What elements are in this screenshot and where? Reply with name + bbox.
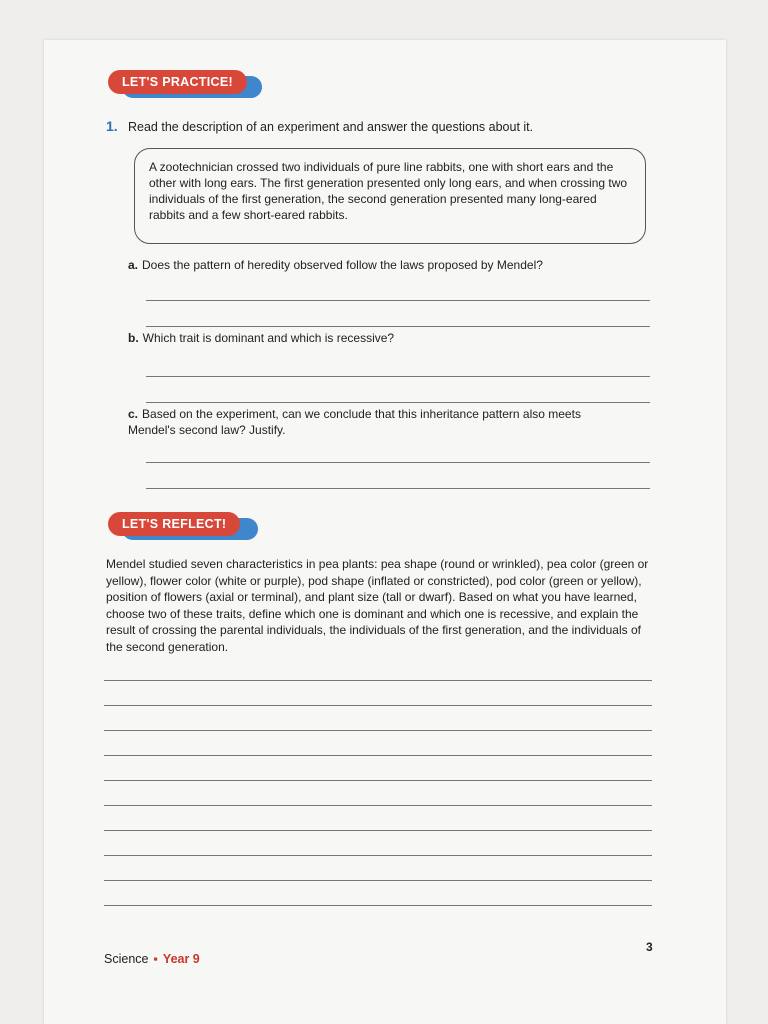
answer-line[interactable] xyxy=(146,402,650,403)
answer-line[interactable] xyxy=(146,462,650,463)
footer-separator: ▪ xyxy=(153,952,158,966)
reflect-badge: LET'S REFLECT! xyxy=(108,512,240,536)
subquestion-a xyxy=(128,257,648,273)
answer-line[interactable] xyxy=(104,730,652,731)
answer-line[interactable] xyxy=(104,830,652,831)
question-text: Read the description of an experiment and answer the questions about it. xyxy=(128,120,534,134)
answer-line[interactable] xyxy=(104,705,652,706)
practice-badge: LET'S PRACTICE! xyxy=(108,70,247,94)
subquestion-b xyxy=(128,330,648,346)
footer-subject: Science xyxy=(104,952,149,966)
answer-line[interactable] xyxy=(104,780,652,781)
answer-line[interactable] xyxy=(104,805,652,806)
reflect-text: Mendel studied seven characteristics in pea plants: pea shape (round or wrinkled), pea color (green or yellow), flower color (white or purple), pod shape (inflated or constricted), pod color (green or yellow), position of flowers (axial or terminal), and plant size (tall or dwarf). Based on what you have learned, choose two of these traits, define which one is dominant and which one is recessive, and explain the result of crossing the parental individuals, the individuals of the first generation, and the individuals of the second generation. xyxy=(106,557,649,654)
answer-line[interactable] xyxy=(104,880,652,881)
subquestion-c-label: c. xyxy=(128,407,139,421)
answer-line[interactable] xyxy=(146,300,650,301)
subquestion-a-label: a. xyxy=(128,258,139,272)
answer-line[interactable] xyxy=(146,488,650,489)
subquestion-c-text: Based on the experiment, can we conclude that this inheritance pattern also meets Mendel's second law? Justify. xyxy=(128,407,581,437)
subquestion-c xyxy=(128,406,628,438)
answer-line[interactable] xyxy=(146,326,650,327)
question-number: 1. xyxy=(106,118,118,134)
footer xyxy=(104,952,200,966)
answer-line[interactable] xyxy=(104,680,652,681)
answer-line[interactable] xyxy=(104,855,652,856)
subquestion-b-label: b. xyxy=(128,331,139,345)
footer-year: Year 9 xyxy=(162,952,200,966)
subquestion-a-text: Does the pattern of heredity observed follow the laws proposed by Mendel? xyxy=(142,258,543,272)
answer-line[interactable] xyxy=(146,376,650,377)
experiment-description: A zootechnician crossed two individuals of pure line rabbits, one with short ears and the other with long ears. The first generation presented only long ears, and when crossing two individuals of the first generation, the second generation presented many long-eared rabbits and a few short-eared rabbits. xyxy=(149,160,628,222)
page-number: 3 xyxy=(646,940,653,954)
experiment-box xyxy=(134,148,646,244)
answer-line[interactable] xyxy=(104,905,652,906)
answer-line[interactable] xyxy=(104,755,652,756)
subquestion-b-text: Which trait is dominant and which is recessive? xyxy=(142,331,395,345)
